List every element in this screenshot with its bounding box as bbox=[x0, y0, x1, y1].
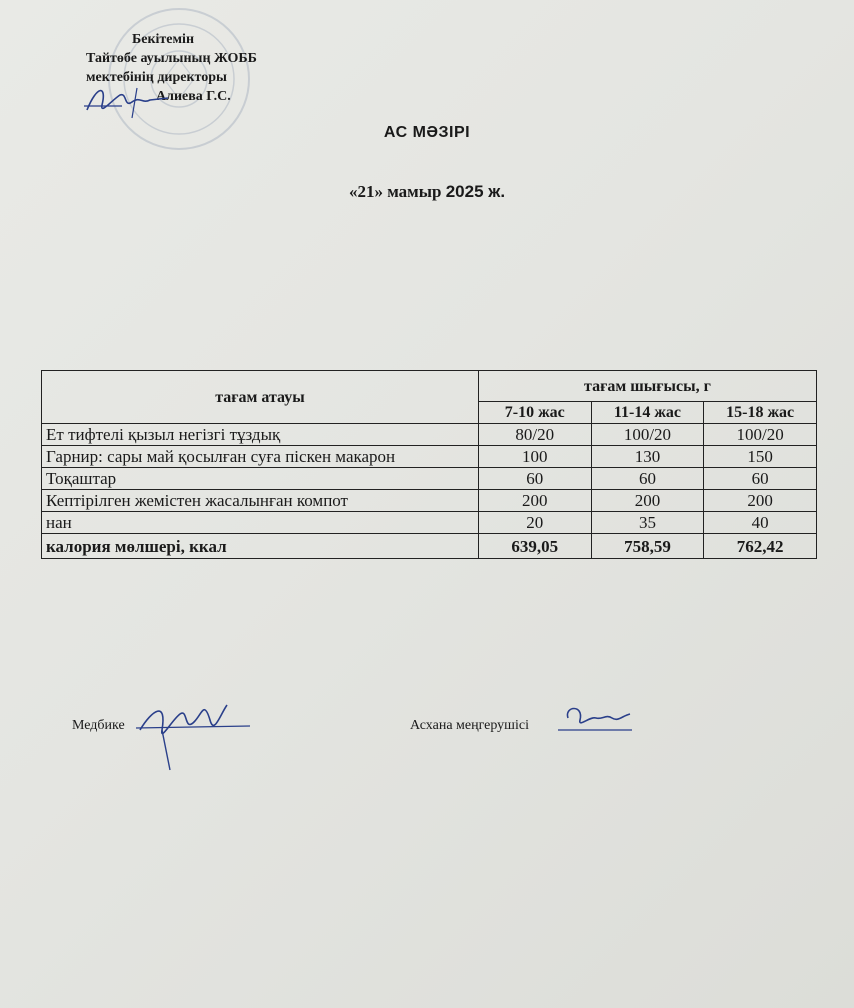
dish-name: Ет тифтелі қызыл негізгі тұздық bbox=[42, 424, 479, 446]
portion-value: 60 bbox=[591, 468, 704, 490]
dish-name: Тоқаштар bbox=[42, 468, 479, 490]
menu-table bbox=[41, 370, 817, 559]
portion-value: 40 bbox=[704, 512, 817, 534]
header-age-7-10: 7-10 жас bbox=[478, 402, 591, 424]
approval-heading: Бекітемін bbox=[132, 32, 195, 47]
total-label: калория мөлшері, ккал bbox=[42, 534, 479, 559]
portion-value: 100 bbox=[478, 446, 591, 468]
portion-value: 150 bbox=[704, 446, 817, 468]
portion-value: 200 bbox=[591, 490, 704, 512]
portion-value: 35 bbox=[591, 512, 704, 534]
header-portion-group: тағам шығысы, г bbox=[478, 371, 816, 402]
table-row bbox=[42, 446, 817, 468]
total-value: 639,05 bbox=[478, 534, 591, 559]
table-row bbox=[42, 424, 817, 446]
table-row bbox=[42, 468, 817, 490]
portion-value: 200 bbox=[478, 490, 591, 512]
table-row bbox=[42, 512, 817, 534]
date-month: мамыр bbox=[387, 182, 442, 201]
total-calories-row bbox=[42, 534, 817, 559]
nurse-signature-label: Медбике bbox=[72, 718, 125, 733]
dish-name: Кептірілген жемістен жасалынған компот bbox=[42, 490, 479, 512]
portion-value: 20 bbox=[478, 512, 591, 534]
header-age-15-18: 15-18 жас bbox=[704, 402, 817, 424]
portion-value: 200 bbox=[704, 490, 817, 512]
dish-name: Гарнир: сары май қосылған суға піскен макарон bbox=[42, 446, 479, 468]
page-title: АС МӘЗІРІ bbox=[383, 124, 471, 141]
date-day: «21» bbox=[348, 182, 383, 201]
menu-date bbox=[0, 182, 854, 202]
kitchen-head-signature-label: Асхана меңгерушісі bbox=[410, 718, 529, 733]
header-age-11-14: 11-14 жас bbox=[591, 402, 704, 424]
approval-school: Тайтөбе ауылының ЖОББ bbox=[86, 51, 257, 66]
portion-value: 100/20 bbox=[704, 424, 817, 446]
header-dish-name: тағам атауы bbox=[42, 371, 479, 424]
total-value: 762,42 bbox=[704, 534, 817, 559]
portion-value: 60 bbox=[704, 468, 817, 490]
table-row bbox=[42, 490, 817, 512]
dish-name: нан bbox=[42, 512, 479, 534]
portion-value: 130 bbox=[591, 446, 704, 468]
portion-value: 60 bbox=[478, 468, 591, 490]
nurse-signature bbox=[132, 690, 252, 775]
approval-position: мектебінің директоры bbox=[86, 70, 227, 85]
table-header-row bbox=[42, 371, 817, 402]
total-value: 758,59 bbox=[591, 534, 704, 559]
portion-value: 80/20 bbox=[478, 424, 591, 446]
date-year: 2025 ж. bbox=[445, 182, 506, 201]
portion-value: 100/20 bbox=[591, 424, 704, 446]
director-name: Алиева Г.С. bbox=[156, 89, 231, 104]
kitchen-head-signature bbox=[556, 698, 636, 738]
director-signature bbox=[82, 80, 172, 125]
